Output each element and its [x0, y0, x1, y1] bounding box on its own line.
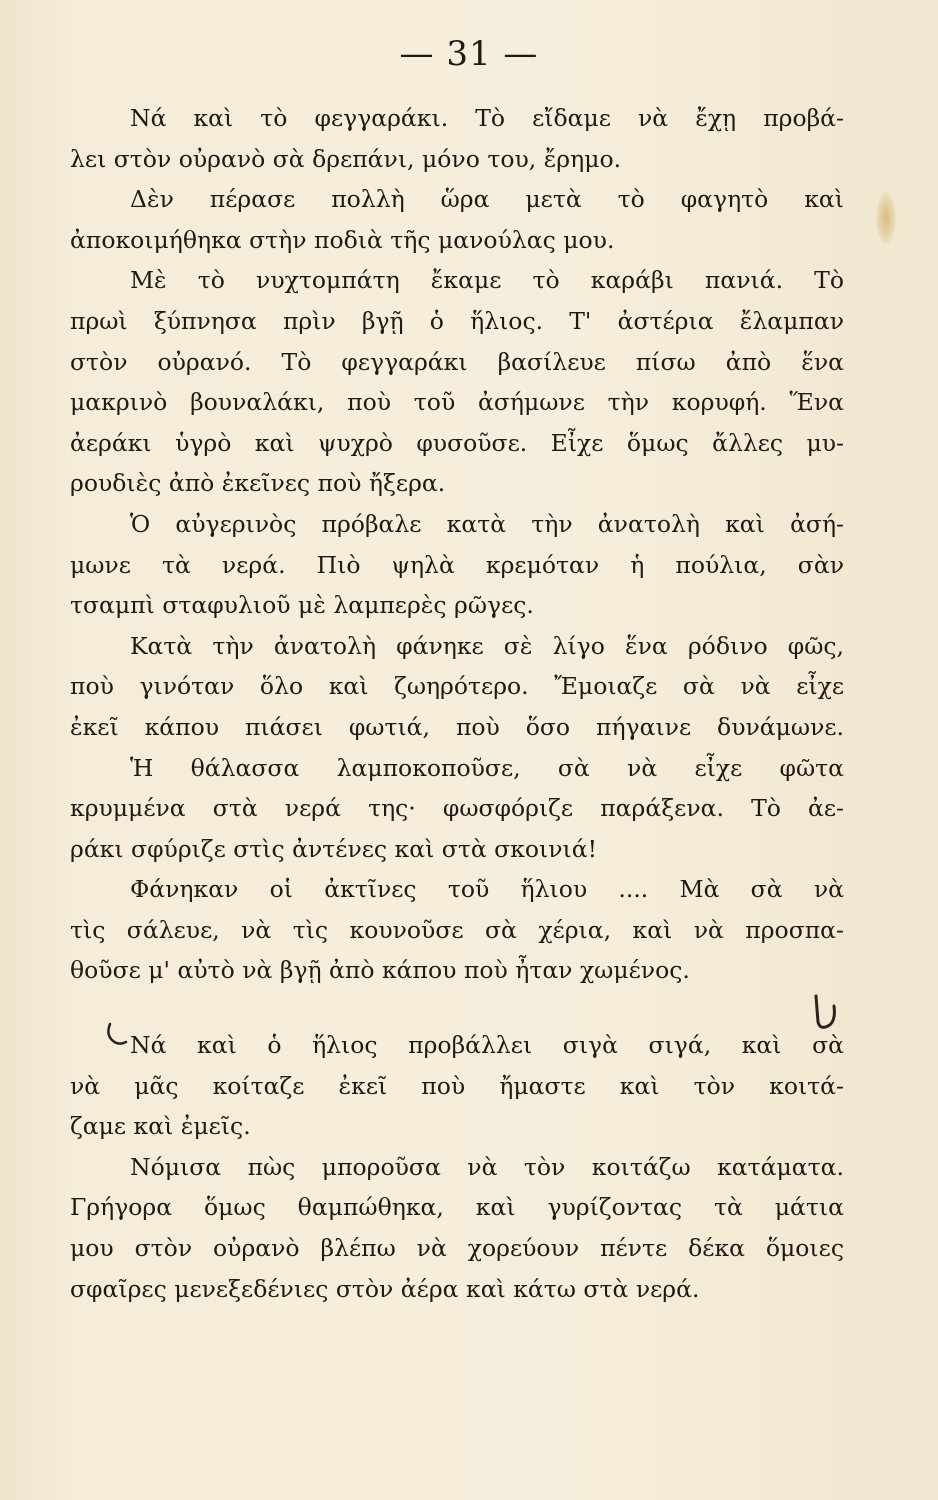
text-line: ἀποκοιμήθηκα στὴν ποδιὰ τῆς μανούλας μου.: [70, 225, 615, 254]
text-line: Νά καὶ τὸ φεγγαράκι. Τὸ εἴδαμε νὰ ἔχῃ προβά-: [130, 104, 844, 132]
text-line: Νόμισα πὼς μποροῦσα νὰ τὸν κοιτάζω κατάματα.: [130, 1152, 844, 1181]
text-line: Ἡ θάλασσα λαμποκοποῦσε, σὰ νὰ εἶχε φῶτα: [130, 753, 844, 782]
text-line: τσαμπὶ σταφυλιοῦ μὲ λαμπερὲς ρῶγες.: [70, 591, 534, 620]
text-line: ρουδιὲς ἀπὸ ἐκεῖνες ποὺ ἤξερα.: [70, 469, 446, 498]
text-line: Νά καὶ ὁ ἥλιος προβάλλει σιγὰ σιγά, καὶ σὰ: [130, 1031, 844, 1060]
pen-scribble-mark: [104, 1020, 130, 1050]
body-text: [70, 98, 844, 1309]
text-line: στὸν οὐρανό. Τὸ φεγγαράκι βασίλευε πίσω ἀπὸ ἕνα: [70, 347, 844, 376]
paper-stain: [876, 192, 896, 244]
text-line: Κατὰ τὴν ἀνατολὴ φάνηκε σὲ λίγο ἕνα ρόδινο φῶς,: [130, 631, 844, 660]
text-line: Φάνηκαν οἱ ἀκτῖνες τοῦ ἥλιου .... Μὰ σὰ νὰ: [130, 875, 844, 904]
text-line: Ὁ αὐγερινὸς πρόβαλε κατὰ τὴν ἀνατολὴ καὶ ἀσή-: [130, 509, 844, 538]
text-line: μου στὸν οὐρανὸ βλέπω νὰ χορεύουν πέντε δέκα ὅμοιες: [70, 1234, 844, 1263]
page-number: — 31 —: [399, 34, 539, 74]
text-line: ράκι σφύριζε στὶς ἀντένες καὶ στὰ σκοινιά!: [70, 834, 598, 863]
text-line: Γρήγορα ὅμως θαμπώθηκα, καὶ γυρίζοντας τὰ μάτια: [70, 1193, 844, 1222]
text-line: μωνε τὰ νερά. Πιὸ ψηλὰ κρεμόταν ἡ πούλια, σὰν: [70, 550, 844, 579]
text-line: πρωὶ ξύπνησα πρὶν βγῇ ὁ ἥλιος. Τ' ἀστέρια ἔλαμπαν: [70, 306, 844, 335]
text-line: νὰ μᾶς κοίταζε ἐκεῖ ποὺ ἤμαστε καὶ τὸν κοιτά-: [70, 1071, 844, 1100]
text-line: μακρινὸ βουναλάκι, ποὺ τοῦ ἀσήμωνε τὴν κορυφή. Ἕνα: [70, 388, 844, 417]
text-line: Δὲν πέρασε πολλὴ ὥρα μετὰ τὸ φαγητὸ καὶ: [130, 185, 844, 214]
text-line: ἀεράκι ὑγρὸ καὶ ψυχρὸ φυσοῦσε. Εἶχε ὅμως ἄλλες μυ-: [70, 428, 844, 457]
text-line: λει στὸν οὐρανὸ σὰ δρεπάνι, μόνο του, ἔρημο.: [70, 144, 622, 173]
text-line: ἐκεῖ κάπου πιάσει φωτιά, ποὺ ὅσο πήγαινε δυνάμωνε.: [70, 712, 844, 741]
pen-scribble-mark: [806, 992, 846, 1034]
text-line: ποὺ γινόταν ὅλο καὶ ζωηρότερο. Ἔμοιαζε σὰ νὰ εἶχε: [70, 672, 844, 701]
text-line: θοῦσε μ' αὐτὸ νὰ βγῇ ἀπὸ κάπου ποὺ ἦταν χωμένος.: [70, 956, 690, 985]
text-line: τὶς σάλευε, νὰ τὶς κουνοῦσε σὰ χέρια, καὶ νὰ προσπα-: [70, 915, 844, 944]
text-line: Μὲ τὸ νυχτομπάτη ἔκαμε τὸ καράβι πανιά. Τὸ: [130, 266, 844, 295]
text-line: ζαμε καὶ ἐμεῖς.: [70, 1112, 251, 1141]
text-line: σφαῖρες μενεξεδένιες στὸν ἀέρα καὶ κάτω στὰ νερά.: [70, 1274, 700, 1303]
paragraph-gap: [70, 991, 844, 1025]
text-line: κρυμμένα στὰ νερά της· φωσφόριζε παράξενα. Τὸ ἀε-: [70, 794, 844, 823]
